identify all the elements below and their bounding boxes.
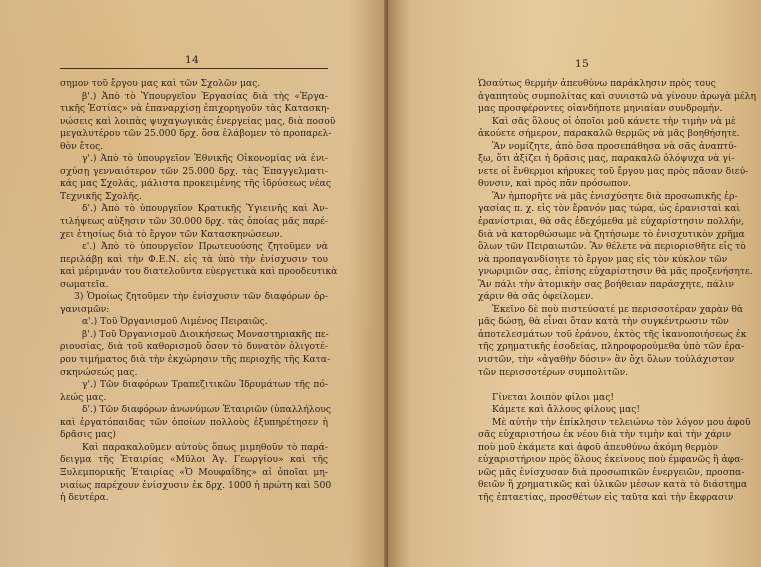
text-line: ρου τιμήματος διὰ τὴν ἐκχώρησιν τῆς περιοχῆς τῆς Κατα- [60,354,331,366]
text-line: χάριν θὰ σᾶς ὀφείλομεν. [478,291,594,303]
text-line: Ὡσαύτως θερμὴν ἀπευθύνω παράκλησιν πρὸς τους [478,78,716,89]
text-line: ριουσίας, διὰ τοῦ καθορισμοῦ ὅσον τὸ δυνατὸν ὀλιγοτέ- [60,341,328,353]
header-rule [60,68,328,69]
text-line: σᾶς εὐχαριστήσω ἐκ νέου διὰ τὴν τιμὴν καὶ τὴν χάριν [478,429,732,441]
text-line: Ἂν νομίζητε, ἀπὸ ὅσα προσεπάθησα νὰ σᾶς ἀναπτύ- [492,140,737,152]
text-line: τῆς χρηματικῆς ἐσοδείας, πληροφορούμεθα ὑπὸ τῶν ἐρα- [478,341,745,353]
text-line: Κάμετε καὶ ἄλλους φίλους μας! [492,404,641,416]
text-line: γ'.) Τῶν διαφόρων Τραπεζιτικῶν Ἱδρυμάτων τῆς πό- [82,379,328,391]
text-line: Καὶ παρακαλοῦμεν αὐτοὺς ὅπως μιμηθοῦν τὸ παρά- [82,441,328,453]
text-line: α'.) Τοῦ Ὀργανισμοῦ Λιμένος Πειραιῶς. [82,316,268,328]
text-line: περιλάβῃ καὶ τὴν Φ.Ε.Ν. εἰς τὰ ὑπὸ τὴν ἐνίσχυσιν του [60,253,328,265]
left-page-text [60,78,338,505]
text-line: νιστῶν, τὴν «ἀγαθὴν δόσιν» ἂν ὄχι ὅλων τοὐλάχιστον [478,354,735,366]
text-line: δ'.) Ἀπὸ τὸ ὑπουργεῖον Κρατικῆς Ὑγιεινῆς καὶ Ἀν- [82,203,328,215]
text-line: δ'.) Τῶν διαφόρων ἀνωνύμων Ἑταιριῶν (ὑπαλλήλους [82,404,331,416]
text-line: μᾶς δώσῃ, θὰ εἶναι ὅταν κατὰ τὴν συγκέντρωσιν τῶν [478,316,729,328]
text-line: σκηνώσεώς μας. [60,366,138,378]
text-line: Καὶ σᾶς ὅλους οἱ ὁποῖοι μοῦ κάνετε τὴν τιμὴν νὰ μὲ [492,115,736,127]
text-line: ε'.) Ἀπὸ τὸ ὑπουργεῖον Πρωτευούσης ζητοῦμεν νὰ [82,241,328,253]
page-number: 14 [185,54,200,66]
page-number: 15 [575,58,590,70]
text-line: τικῆς Ἑστίας» νὰ ἐπαναρχίσῃ ἐπιχορηγοῦν τὰς Κατασκη- [60,103,330,115]
text-line: Ἂν πάλι τὴν ἀτομικὴν σας βοήθειαν παράσχητε, πάλιν [478,278,734,290]
text-line: θὸν ἔτος. [60,140,104,152]
text-line: νιαίως παρέχουν ἐνίσχυσιν ἐκ δρχ. 1000 ἡ πρώτη καὶ 500 [60,479,332,491]
text-line: ἡ δευτέρα. [60,492,109,504]
text-line: ἀκούετε σήμερον, παρακαλῶ θερμῶς νὰ μᾶς βοηθήσητε. [478,128,740,140]
text-line: καὶ μέριμνάν του διατελοῦντα εὐεργετικὰ καὶ προοδευτικὰ [60,266,338,278]
text-line: δρᾶσις μας) [60,429,116,441]
text-line: μεγαλυτέρου τῶν 25.000 δρχ. ὅσα ἐλάβομεν τὸ προπαρελ- [60,128,332,140]
text-line: καὶ ἐργατόπαιδας τῶν ὁποίων πολλοὺς ἐξυπηρέτησεν ἡ [60,416,328,428]
text-line: Ξυλεμπορικῆς Ἑταιρίας «Ὁ Μουφαΐδης» αἱ ὁποῖαι μη- [60,466,328,478]
text-line: λεώς μας. [60,391,107,403]
text-line: ὅλων τῶν Πειραιωτῶν. Ἂν θέλετε νὰ περιορισθῆτε εἰς τὸ [478,241,746,253]
text-line: σχύσῃ γενναιότερον τῶν 25.000 δρχ. τὰς Ἐπαγγελματι- [60,165,328,177]
text-line: εὐχαριστήριον πρὸς ὅλους ἐκείνους ποὺ ἐμφανῶς ἢ ἀφα- [478,454,744,466]
text-line: δειγμα τῆς Ἑταιρίας «Μῦλοι Ἁγ. Γεωργίου» καὶ τῆς [60,454,328,466]
text-line: Μὲ αὐτὴν τὴν ἐπίκλησιν τελειώνω τὸν λόγον μου ἀφοῦ [492,416,751,428]
text-line: σωματεῖα. [60,278,109,290]
text-line: διὰ νὰ κατορθώσωμε νὰ ζητήσωμε τὸ ἐνισχυτικὸν χρῆμα [478,228,745,240]
text-line: θειῶν ἢ χρηματικῶς καὶ ὑλικῶν μέσων κατὰ τὸ διάστημα [478,479,748,491]
text-line: β'.) Ἀπὸ τὸ Ὑπουργεῖον Ἐργασίας διὰ τὴς «Ἐργα- [82,90,328,102]
right-page [388,0,761,567]
text-line: νώσεις καὶ λοιπὰς ψυχαγωγικὰς ἐνεργείας μας, διὰ ποσοῦ [60,115,336,127]
text-line: Γίνεται λοιπὸν φίλοι μας! [492,391,615,403]
text-line: γανισμῶν: [60,303,110,315]
text-line: νὰ προπαγανδίσητε τὸ ἔργον μας εἰς τὸν κύκλον τῶν [478,253,728,265]
text-line: νετε οἱ ἔνθερμοι κήρυκες τοῦ ἔργου μας πρὸς πᾶσαν διεύ- [478,165,749,177]
text-line: Τεχνικῆς Σχολῆς. [60,190,142,202]
text-line: ἐρανίστριαι, θὰ σᾶς ἐδεχόμεθα μὲ εὐχαρίστησιν πολλήν, [478,216,745,228]
text-line: 3) Ὁμοίως ζητοῦμεν τὴν ἐνίσχυσιν τῶν διαφόρων ὀρ- [74,291,328,303]
text-line: τῆς ἐπταετίας, προσθέτων εἰς ταῦτα καὶ τὴν ἔκφρασιν [478,492,734,503]
text-line: ξω, ὅτι ἀξίζει ἡ δρᾶσις μας, παρακαλῶ ὁλόψυχα νὰ γί- [478,153,735,165]
text-line: χει ἐτησίως διὰ τὸ ἔργον τῶν Κατασκηνώσεων. [60,228,283,240]
text-line: γασίας π. χ. εἰς τὸν ἔρανόν μας τώρα, ὡς ἐρανισταὶ καὶ [478,203,741,215]
text-line [478,379,713,392]
text-line: τῶν περισσοτέρων συμπολιτῶν. [478,366,629,378]
text-line: θυνσιν, καὶ πρὸς πᾶν πρόσωπον. [478,178,632,190]
text-line: γνωριμιῶν σας, ἐπίσης εὐχαρίστησιν θὰ μᾶς προξενήσητε. [478,266,753,278]
right-page-text [478,78,756,505]
text-line: Ἐκεῖνο δὲ ποὺ πιστεύσατέ με περισσοτέραν χαρὰν θὰ [492,303,744,315]
text-line: σημον τοῦ ἔργου μας καὶ τῶν Σχολῶν μας. [60,78,261,89]
text-line: νῶς μᾶς ἐνίσχυσαν διὰ προσωπικῶν ἐνεργειῶν, προσπα- [478,466,745,478]
text-line: ἀγαπητοὺς συμπολίτας καὶ συνιστῶ νὰ γίνουν ἀρωγὰ μέλη [478,90,756,102]
text-line: Ἂν ἠμπορῆτε νὰ μᾶς ἐνισχύσητε διὰ προσωπικῆς ἐρ- [492,190,738,202]
text-line: β'.) Τοῦ Ὀργανισμοῦ Διοικήσεως Μοναστηριακῆς πε- [82,328,329,340]
text-line: μας προσφέροντες οἱανδήποτε μηνιαίαν συνδρομήν. [478,103,723,115]
text-line: τιλήψεως αὐξησιν τῶν 30.000 δρχ. τὰς ὁποίας μᾶς παρέ- [60,216,328,228]
text-line: κάς μας Σχολάς, μάλιστα προκειμένης τῆς ἱδρύσεως νέας [60,178,331,190]
text-line: ποὺ μοῦ ἐκάμετε καὶ ἀφοῦ ἀπευθύνω ἀκόμη θερμὸν [478,441,718,453]
text-line: γ'.) Ἀπὸ τὸ ὑπουργεῖον Ἐθνικῆς Οἰκονομίας νὰ ἐνι- [82,153,328,165]
text-line: ἀποτελεσμάτων τοῦ ἐράνου, ἐκτὸς τῆς ἱκανοποιήσεως ἐκ [478,328,747,340]
